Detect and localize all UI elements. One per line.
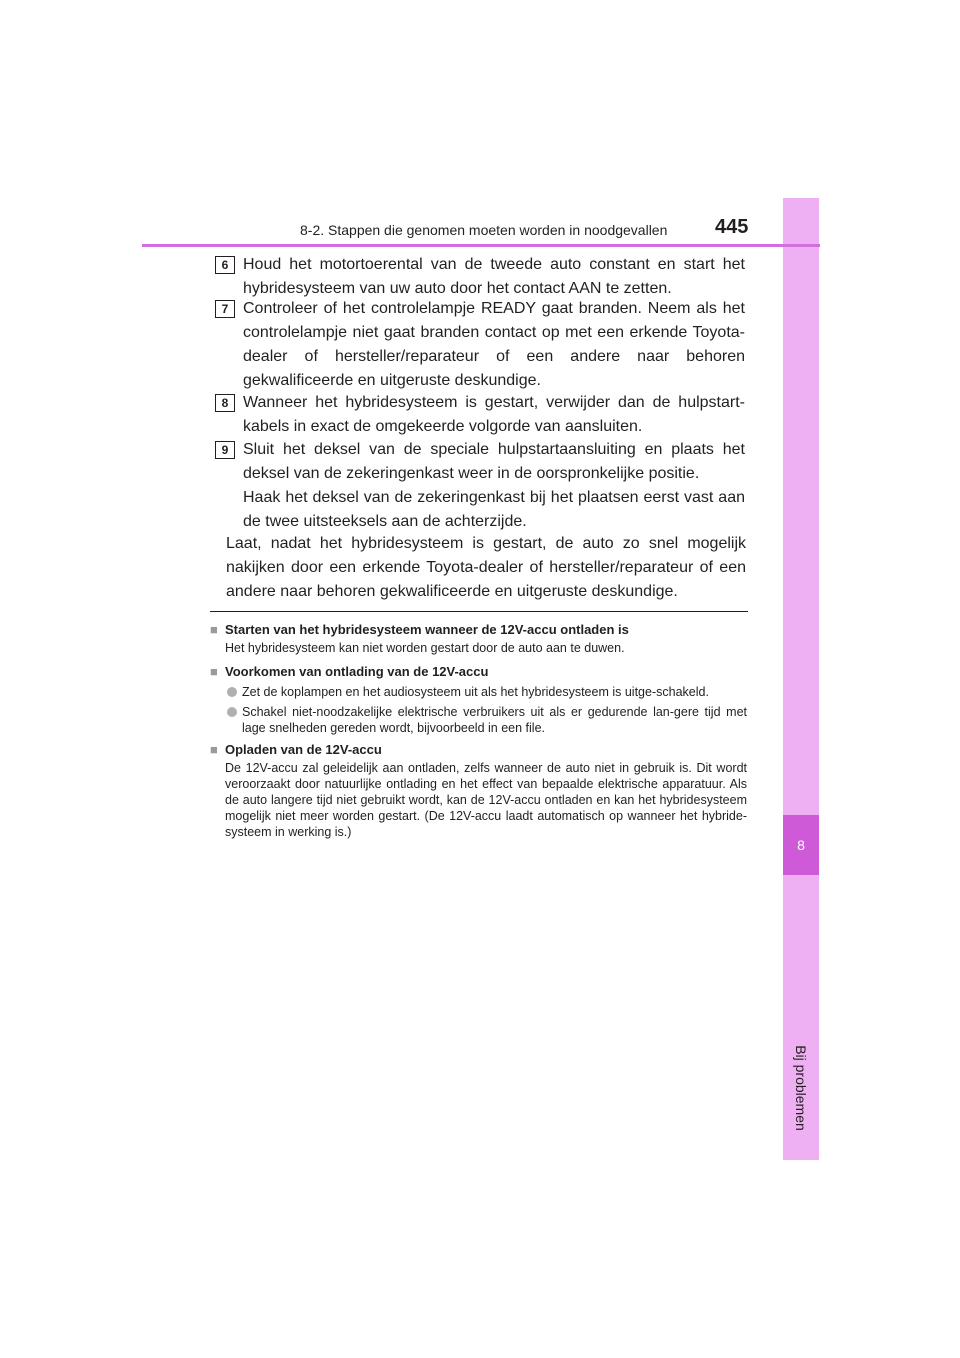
note-heading-text: Voorkomen van ontlading van de 12V-accu [225, 664, 489, 679]
step-text [243, 391, 745, 439]
note-heading [210, 620, 747, 640]
step-9 [215, 438, 745, 534]
bullet-item [227, 684, 747, 700]
chapter-number: 8 [783, 815, 819, 875]
step-paragraph: Haak het deksel van de zekeringenkast bij het plaatsen eerst vast aan de twee uitsteeksels aan de achterzijde. [243, 489, 745, 530]
square-bullet-icon: ■ [210, 622, 218, 637]
bullet-item [227, 704, 747, 736]
note-heading-text: Opladen van de 12V-accu [225, 742, 382, 757]
note-heading [210, 662, 747, 682]
step-text [243, 253, 745, 301]
header-divider [142, 244, 820, 247]
step-8 [215, 391, 745, 439]
step-paragraph: Houd het motortoerental van de tweede auto constant en start het hybridesysteem van uw auto door het contact AAN te zetten. [243, 256, 745, 297]
note-heading-text: Starten van het hybridesysteem wanneer de 12V-accu ontladen is [225, 622, 629, 637]
step-number-badge: 8 [215, 394, 235, 412]
step-number-badge: 6 [215, 256, 235, 274]
round-bullet-icon [227, 707, 237, 717]
chapter-label [783, 998, 819, 1178]
step-text [243, 297, 745, 393]
section-title: 8-2. Stappen die genomen moeten worden in noodgevallen [300, 222, 668, 238]
bullet-text: Zet de koplampen en het audiosysteem uit als het hybridesysteem is uitge-schakeld. [242, 685, 709, 699]
square-bullet-icon: ■ [210, 742, 218, 757]
round-bullet-icon [227, 687, 237, 697]
note-body: De 12V-accu zal geleidelijk aan ontladen, zelfs wanneer de auto niet in gebruik is. Dit wordt veroorzaakt door natuurlijke ontlading en het effect van bepaalde elektrische apparatuur. Als de auto langere tijd niet gebruikt wordt, kan de 12V-accu ontladen en kan het hybridesysteem mogelijk niet meer worden gestart. (De 12V-accu laadt automatisch op wanneer het hybride-systeem in werking is.) [225, 761, 747, 839]
note-heading [210, 740, 747, 760]
step-7 [215, 297, 745, 393]
step-6 [215, 253, 745, 301]
step-paragraph: Controleer of het controlelampje READY gaat branden. Neem als het controlelampje niet gaat branden contact op met een erkende Toyota-dealer of hersteller/reparateur of een andere naar behoren gekwalificeerde en uitgeruste deskundige. [243, 300, 745, 389]
closing-paragraph: Laat, nadat het hybridesysteem is gestart, de auto zo snel mogelijk nakijken door een erkende Toyota-dealer of hersteller/reparateur of een andere naar behoren gekwalificeerde en uitgeruste deskundige. [226, 535, 746, 600]
step-text [243, 438, 745, 534]
step-paragraph: Wanneer het hybridesysteem is gestart, verwijder dan de hulpstart-kabels in exact de omgekeerde volgorde van aansluiten. [243, 394, 745, 435]
note-body: Het hybridesysteem kan niet worden gestart door de auto aan te duwen. [225, 641, 625, 655]
notes-section [210, 620, 747, 840]
chapter-label-text: Bij problemen [793, 1045, 809, 1131]
step-number-badge: 7 [215, 300, 235, 318]
page-number: 445 [715, 216, 749, 238]
bullet-text: Schakel niet-noodzakelijke elektrische verbruikers uit als er gedurende lan-gere tijd met lage snelheden gereden wordt, bijvoorbeeld in een file. [242, 705, 747, 735]
square-bullet-icon: ■ [210, 664, 218, 679]
section-separator [210, 611, 748, 612]
chapter-side-tab [783, 198, 819, 1160]
step-number-badge: 9 [215, 441, 235, 459]
step-paragraph: Sluit het deksel van de speciale hulpstartaansluiting en plaats het deksel van de zekeringenkast weer in de oorspronkelijke positie. [243, 441, 745, 482]
